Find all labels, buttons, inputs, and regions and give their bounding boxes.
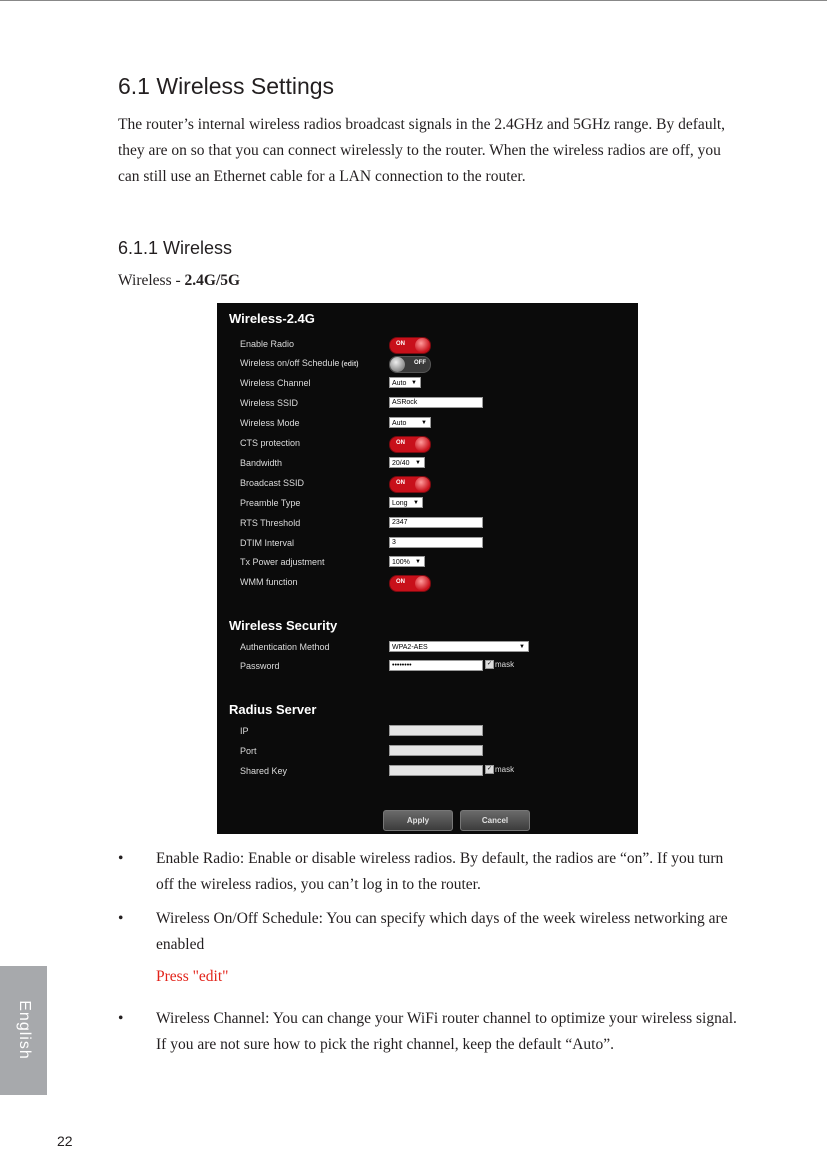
- schedule-label-text: Wireless on/off Schedule: [240, 358, 340, 368]
- label-rts: RTS Threshold: [240, 518, 301, 528]
- label-ip: IP: [240, 726, 249, 736]
- toggle-knob: [415, 576, 430, 591]
- band-label-prefix: Wireless -: [118, 272, 185, 289]
- select-value: Auto: [392, 420, 407, 427]
- select-value: 100%: [392, 559, 410, 566]
- dropdown-arrow-icon: ▼: [415, 460, 421, 466]
- cancel-button[interactable]: Cancel: [460, 810, 530, 831]
- select-auth-method[interactable]: [389, 641, 529, 652]
- bullet-dot: •: [118, 1010, 124, 1027]
- toggle-broadcast-ssid[interactable]: [389, 476, 431, 493]
- input-ssid[interactable]: ASRock: [389, 397, 483, 408]
- select-value: 20/40: [392, 460, 410, 467]
- toggle-cts[interactable]: [389, 436, 431, 453]
- bullet-text: Wireless Channel: You can change your WiFi router channel to optimize your wireless signal. If you are not sure how to pick the right channel, keep the default “Auto”.: [156, 1010, 737, 1053]
- bullet-dot: •: [118, 910, 124, 927]
- bullet-text: Wireless On/Off Schedule: You can specify which days of the week wireless networking are enabled: [156, 910, 728, 953]
- apply-button[interactable]: Apply: [383, 810, 453, 831]
- label-mode: Wireless Mode: [240, 418, 300, 428]
- band-label-bold: 2.4G/5G: [184, 272, 241, 289]
- dropdown-arrow-icon: ▼: [413, 500, 419, 506]
- schedule-edit-link[interactable]: (edit): [341, 361, 359, 368]
- checkbox-checked-icon: ✓: [486, 766, 493, 773]
- toggle-knob: [415, 338, 430, 353]
- toggle-knob: [415, 437, 430, 452]
- heading-radius-server: Radius Server: [229, 702, 317, 717]
- subsection-title: 6.1.1 Wireless: [118, 238, 233, 258]
- wireless-band-label: [118, 272, 240, 290]
- label-enable-radio: Enable Radio: [240, 339, 295, 349]
- label-txpower: Tx Power adjustment: [240, 557, 325, 567]
- heading-wireless-24g: Wireless-2.4G: [229, 311, 315, 326]
- toggle-text: ON: [396, 579, 405, 585]
- input-password[interactable]: ••••••••: [389, 660, 483, 671]
- dropdown-arrow-icon: ▼: [519, 644, 525, 650]
- label-schedule: [240, 358, 359, 368]
- select-value: Long: [392, 500, 408, 507]
- dropdown-arrow-icon: ▼: [421, 420, 427, 426]
- input-rts[interactable]: 2347: [389, 517, 483, 528]
- select-preamble[interactable]: [389, 497, 423, 508]
- label-dtim: DTIM Interval: [240, 538, 295, 548]
- press-edit-note: Press "edit": [156, 968, 229, 985]
- dropdown-arrow-icon: ▼: [415, 559, 421, 565]
- heading-wireless-security: Wireless Security: [229, 618, 338, 633]
- label-auth-method: Authentication Method: [240, 642, 330, 652]
- wireless-settings-screenshot: [217, 303, 638, 834]
- label-bandwidth: Bandwidth: [240, 458, 283, 468]
- select-channel[interactable]: [389, 377, 421, 388]
- password-mask-checkbox[interactable]: [485, 660, 514, 669]
- label-shared-key: Shared Key: [240, 766, 288, 776]
- side-tab-label: English: [16, 1000, 33, 1060]
- bullet-text: Enable Radio: Enable or disable wireless radios. By default, the radios are “on”. If you turn off the wireless radios, you can’t log in to the router.: [156, 850, 724, 893]
- shared-key-mask-checkbox[interactable]: [485, 765, 514, 774]
- section-intro: The router’s internal wireless radios broadcast signals in the 2.4GHz and 5GHz range. By default, they are on so that you can connect wirelessly to the router. When the wireless radios are off, you can still use an Ethernet cable for a LAN connection to the router.: [118, 116, 726, 185]
- select-value: WPA2-AES: [392, 644, 428, 651]
- toggle-text: ON: [396, 440, 405, 446]
- input-shared-key[interactable]: [389, 765, 483, 776]
- label-channel: Wireless Channel: [240, 378, 311, 388]
- toggle-knob: [390, 357, 405, 372]
- label-password: Password: [240, 661, 280, 671]
- label-cts: CTS protection: [240, 438, 301, 448]
- toggle-text: ON: [396, 341, 405, 347]
- label-port: Port: [240, 746, 257, 756]
- input-ip[interactable]: [389, 725, 483, 736]
- top-rule: [0, 0, 827, 1]
- select-mode[interactable]: [389, 417, 431, 428]
- toggle-schedule[interactable]: [389, 356, 431, 373]
- page-number: 22: [57, 1133, 73, 1149]
- toggle-enable-radio[interactable]: [389, 337, 431, 354]
- toggle-text: OFF: [414, 360, 426, 366]
- label-broadcast-ssid: Broadcast SSID: [240, 478, 305, 488]
- select-bandwidth[interactable]: [389, 457, 425, 468]
- toggle-text: ON: [396, 480, 405, 486]
- toggle-knob: [415, 477, 430, 492]
- select-txpower[interactable]: [389, 556, 425, 567]
- input-dtim[interactable]: 3: [389, 537, 483, 548]
- dropdown-arrow-icon: ▼: [411, 380, 417, 386]
- mask-label: mask: [495, 660, 515, 669]
- label-wmm: WMM function: [240, 577, 298, 587]
- mask-label: mask: [495, 765, 515, 774]
- label-preamble: Preamble Type: [240, 498, 301, 508]
- section-title: 6.1 Wireless Settings: [118, 73, 335, 99]
- toggle-wmm[interactable]: [389, 575, 431, 592]
- input-port[interactable]: [389, 745, 483, 756]
- select-value: Auto: [392, 380, 407, 387]
- label-ssid: Wireless SSID: [240, 398, 299, 408]
- bullet-dot: •: [118, 850, 124, 867]
- language-side-tab: [0, 966, 47, 1095]
- checkbox-checked-icon: ✓: [486, 661, 493, 668]
